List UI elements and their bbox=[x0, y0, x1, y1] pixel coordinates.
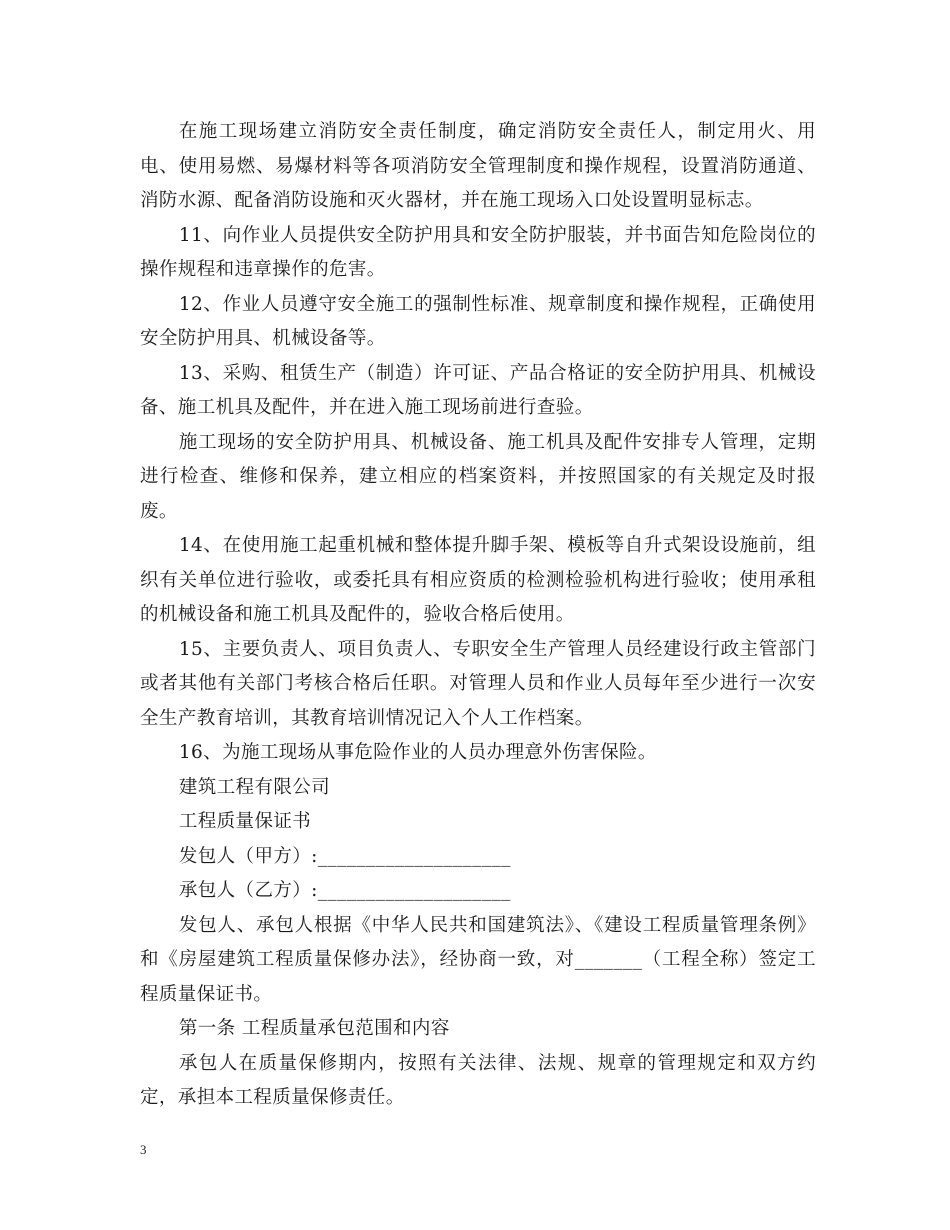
paragraph-item-11: 11、向作业人员提供安全防护用具和安全防护服装，并书面告知危险岗位的操作规程和违章操作的危害。 bbox=[140, 224, 816, 280]
party-a-field: 发包人（甲方）:____________________ bbox=[178, 845, 511, 867]
company-name: 建筑工程有限公司 bbox=[178, 776, 331, 798]
page-number: 3 bbox=[140, 1142, 147, 1157]
article-1-heading: 第一条 工程质量承包范围和内容 bbox=[178, 1018, 450, 1039]
paragraph-item-16: 16、为施工现场从事危险作业的人员办理意外伤害保险。 bbox=[178, 742, 657, 763]
paragraph-legal-basis: 发包人、承包人根据《中华人民共和国建筑法》、《建设工程质量管理条例》和《房屋建筑工程质量保修办法》，经协商一致，对_______（工程全称）签定工程质量保证书。 bbox=[140, 914, 816, 1005]
paragraph-item-15: 15、主要负责人、项目负责人、专职安全生产管理人员经建设行政主管部门或者其他有关部门考核合格后任职。对管理人员和作业人员每年至少进行一次安全生产教育培训，其教育培训情况记入个人工作档案。 bbox=[140, 638, 816, 729]
paragraph-item-12: 12、作业人员遵守安全施工的强制性标准、规章制度和操作规程，正确使用安全防护用具、机械设备等。 bbox=[140, 293, 816, 349]
document-body bbox=[140, 115, 816, 1116]
document-title: 工程质量保证书 bbox=[178, 811, 312, 832]
paragraph-item-14: 14、在使用施工起重机械和整体提升脚手架、模板等自升式架设设施前，组织有关单位进行验收，或委托具有相应资质的检测检验机构进行验收；使用承租的机械设备和施工机具及配件的，验收合格后使用。 bbox=[140, 535, 816, 625]
paragraph-fire-safety: 在施工现场建立消防安全责任制度，确定消防安全责任人，制定用火、用电、使用易燃、易爆材料等各项消防安全管理制度和操作规程，设置消防通道、消防水源、配备消防设施和灭火器材，并在施工现场入口处设置明显标志。 bbox=[140, 121, 816, 211]
paragraph-item-13: 13、采购、租赁生产（制造）许可证、产品合格证的安全防护用具、机械设备、施工机具及配件，并在进入施工现场前进行查验。 bbox=[140, 362, 816, 418]
party-b-field: 承包人（乙方）:____________________ bbox=[178, 880, 511, 901]
paragraph-equipment-management: 施工现场的安全防护用具、机械设备、施工机具及配件安排专人管理，定期进行检查、维修和保养，建立相应的档案资料，并按照国家的有关规定及时报废。 bbox=[140, 431, 816, 522]
paragraph-warranty-responsibility: 承包人在质量保修期内，按照有关法律、法规、规章的管理规定和双方约定，承担本工程质量保修责任。 bbox=[140, 1052, 816, 1108]
